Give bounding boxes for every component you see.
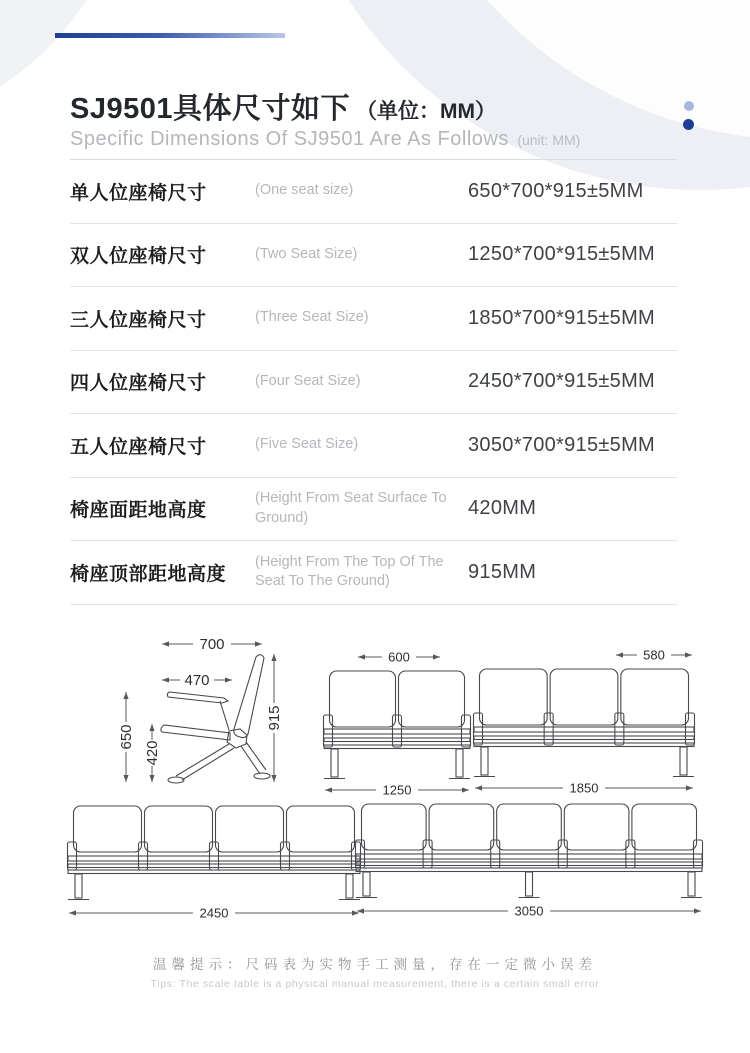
dim-label: 1250	[382, 782, 412, 798]
row-label-cn: 三人位座椅尺寸	[70, 309, 207, 331]
dim-label: 2450	[199, 905, 229, 921]
dim-label: 650	[118, 724, 135, 750]
page-title	[70, 86, 496, 127]
row-label-en: (Height From The Top Of The Seat To The Ground)	[255, 553, 444, 590]
row-label-cn: 四人位座椅尺寸	[70, 373, 207, 395]
dim-label: 700	[199, 636, 225, 653]
table-row	[70, 541, 677, 605]
page-subtitle-unit: (unit: MM)	[517, 132, 581, 148]
page-subtitle	[70, 128, 580, 151]
decor-dot-light	[684, 101, 694, 111]
chair-front-drawing	[68, 806, 361, 900]
row-value: 2450*700*915±5MM	[468, 370, 656, 393]
table-row	[70, 478, 677, 542]
row-value: 1250*700*915±5MM	[468, 243, 656, 266]
row-label-cn: 单人位座椅尺寸	[70, 182, 207, 204]
row-label-en: (Four Seat Size)	[255, 372, 361, 389]
chair-front-drawing	[474, 669, 695, 777]
table-row	[70, 414, 677, 478]
chair-front-drawing	[356, 804, 703, 898]
page-title-unit: （单位：MM）	[356, 100, 496, 123]
row-value: 915MM	[468, 560, 537, 583]
dimensions-table	[70, 159, 677, 605]
row-value: 1850*700*915±5MM	[468, 306, 656, 329]
row-label-cn: 椅座面距地高度	[70, 500, 207, 522]
dim-label: 580	[643, 647, 665, 663]
dim-label: 915	[266, 705, 283, 731]
table-row	[70, 287, 677, 351]
row-value: 420MM	[468, 497, 537, 520]
tips-text-en: Tips: The scale table is a physical manual measurement, there is a certain small error	[150, 978, 600, 990]
row-label-en: (Height From Seat Surface To Ground)	[255, 490, 447, 526]
row-label-en: (Two Seat Size)	[255, 245, 358, 262]
row-label-en: (Five Seat Size)	[255, 436, 359, 453]
page-title-cn: SJ9501具体尺寸如下	[70, 93, 350, 125]
decor-dot-dark	[683, 119, 694, 130]
row-label-cn: 双人位座椅尺寸	[70, 246, 207, 268]
row-label-en: (Three Seat Size)	[255, 309, 369, 326]
row-label-cn: 五人位座椅尺寸	[70, 436, 207, 458]
diagram-two-seat-front	[318, 645, 476, 797]
diagram-side-view	[110, 630, 310, 800]
dim-label: 3050	[514, 903, 544, 919]
diagram-three-seat-front	[468, 643, 700, 797]
tips-text-cn: 温馨提示：尺码表为实物手工测量，存在一定微小误差	[153, 957, 597, 972]
diagram-five-seat-front	[350, 798, 708, 924]
chair-side-drawing	[161, 655, 270, 783]
dim-label: 420	[144, 740, 161, 766]
chair-front-drawing	[324, 671, 471, 779]
row-label-cn: 椅座顶部距地高度	[70, 563, 227, 585]
dim-label: 1850	[569, 780, 599, 796]
row-value: 650*700*915±5MM	[468, 179, 644, 202]
dim-label: 470	[184, 672, 210, 689]
page-subtitle-en: Specific Dimensions Of SJ9501 Are As Follows	[70, 128, 509, 150]
table-row	[70, 160, 677, 224]
row-value: 3050*700*915±5MM	[468, 433, 656, 456]
accent-gradient-bar	[55, 33, 285, 38]
row-label-en: (One seat size)	[255, 182, 354, 199]
diagram-four-seat-front	[62, 800, 366, 926]
dim-label: 600	[388, 649, 410, 665]
table-row	[70, 224, 677, 288]
table-row	[70, 351, 677, 415]
